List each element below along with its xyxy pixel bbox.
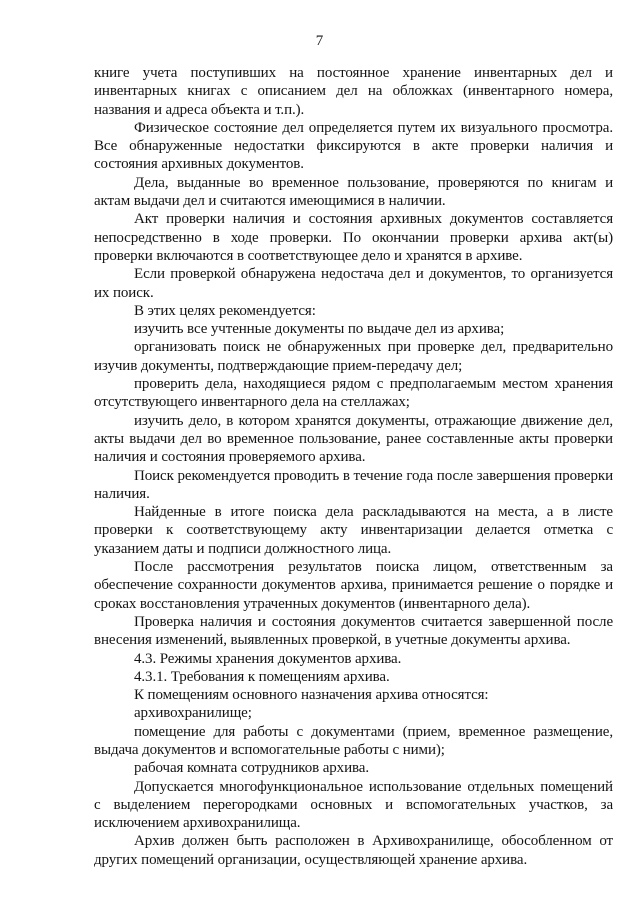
paragraph: Акт проверки наличия и состояния архивных документов составляется непосредственно в ходе проверки. По окончании проверки архива акт(ы) проверки включаются в соответствующее дело и хранятся в архиве. xyxy=(94,211,613,264)
paragraph: Архив должен быть расположен в Архивохранилище, обособленном от других помещений организации, осуществляющей хранение архива. xyxy=(94,833,613,868)
paragraph: После рассмотрения результатов поиска лицом, ответственным за обеспечение сохранности документов архива, принимается решение о порядке и сроках восстановления утраченных документов (инвентарного дела). xyxy=(94,559,613,612)
paragraph: Если проверкой обнаружена недостача дел и документов, то организуется их поиск. xyxy=(94,266,613,301)
paragraph: книге учета поступивших на постоянное хранение инвентарных дел и инвентарных книгах с описанием дел на обложках (инвентарного номера, названия и адреса объекта и т.п.). xyxy=(94,65,613,118)
page-number: 7 xyxy=(315,33,324,49)
paragraph: К помещениям основного назначения архива относятся: xyxy=(134,687,489,704)
subsection-heading: 4.3.1. Требования к помещениям архива. xyxy=(134,668,390,685)
list-item: архивохранилище; xyxy=(134,705,252,722)
section-heading: 4.3. Режимы хранения документов архива. xyxy=(134,650,402,667)
document-body xyxy=(94,64,613,869)
list-item: изучить все учтенные документы по выдаче дел из архива; xyxy=(134,321,505,338)
paragraph: Проверка наличия и состояния документов считается завершенной после внесения изменений, выявленных проверкой, в учетные документы архива. xyxy=(94,613,613,649)
paragraph: Найденные в итоге поиска дела раскладываются на места, а в листе проверки к соответствующему акту инвентаризации делается отметка с указанием даты и подписи должностного лица. xyxy=(94,504,613,557)
paragraph: Дела, выданные во временное пользование, проверяются по книгам и актам выдачи дел и считаются имеющимися в наличии. xyxy=(94,174,613,210)
list-item: проверить дела, находящиеся рядом с предполагаемым местом хранения отсутствующего инвентарного дела на стеллажах; xyxy=(94,376,613,411)
list-item: помещение для работы с документами (прием, временное размещение, выдача документов и вспомогательные работы с ними); xyxy=(94,723,613,758)
list-item: изучить дело, в котором хранятся документы, отражающие движение дел, акты выдачи дел во временное пользование, ранее составленные акты проверки наличия и состояния проверяемого архива. xyxy=(94,412,613,466)
paragraph: В этих целях рекомендуется: xyxy=(134,302,316,319)
list-item: организовать поиск не обнаруженных при проверке дел, предварительно изучив документы, подтверждающие прием-передачу дел; xyxy=(94,339,613,374)
list-item: рабочая комната сотрудников архива. xyxy=(134,760,370,777)
paragraph: Физическое состояние дел определяется путем их визуального просмотра. Все обнаруженные недостатки фиксируются в акте проверки наличия и состояния архивных документов. xyxy=(94,119,613,173)
paragraph: Поиск рекомендуется проводить в течение года после завершения проверки наличия. xyxy=(94,467,613,502)
paragraph: Допускается многофункциональное использование отдельных помещений с выделением перегородками основных и вспомогательных участков, за исключением архивохранилища. xyxy=(94,778,613,832)
